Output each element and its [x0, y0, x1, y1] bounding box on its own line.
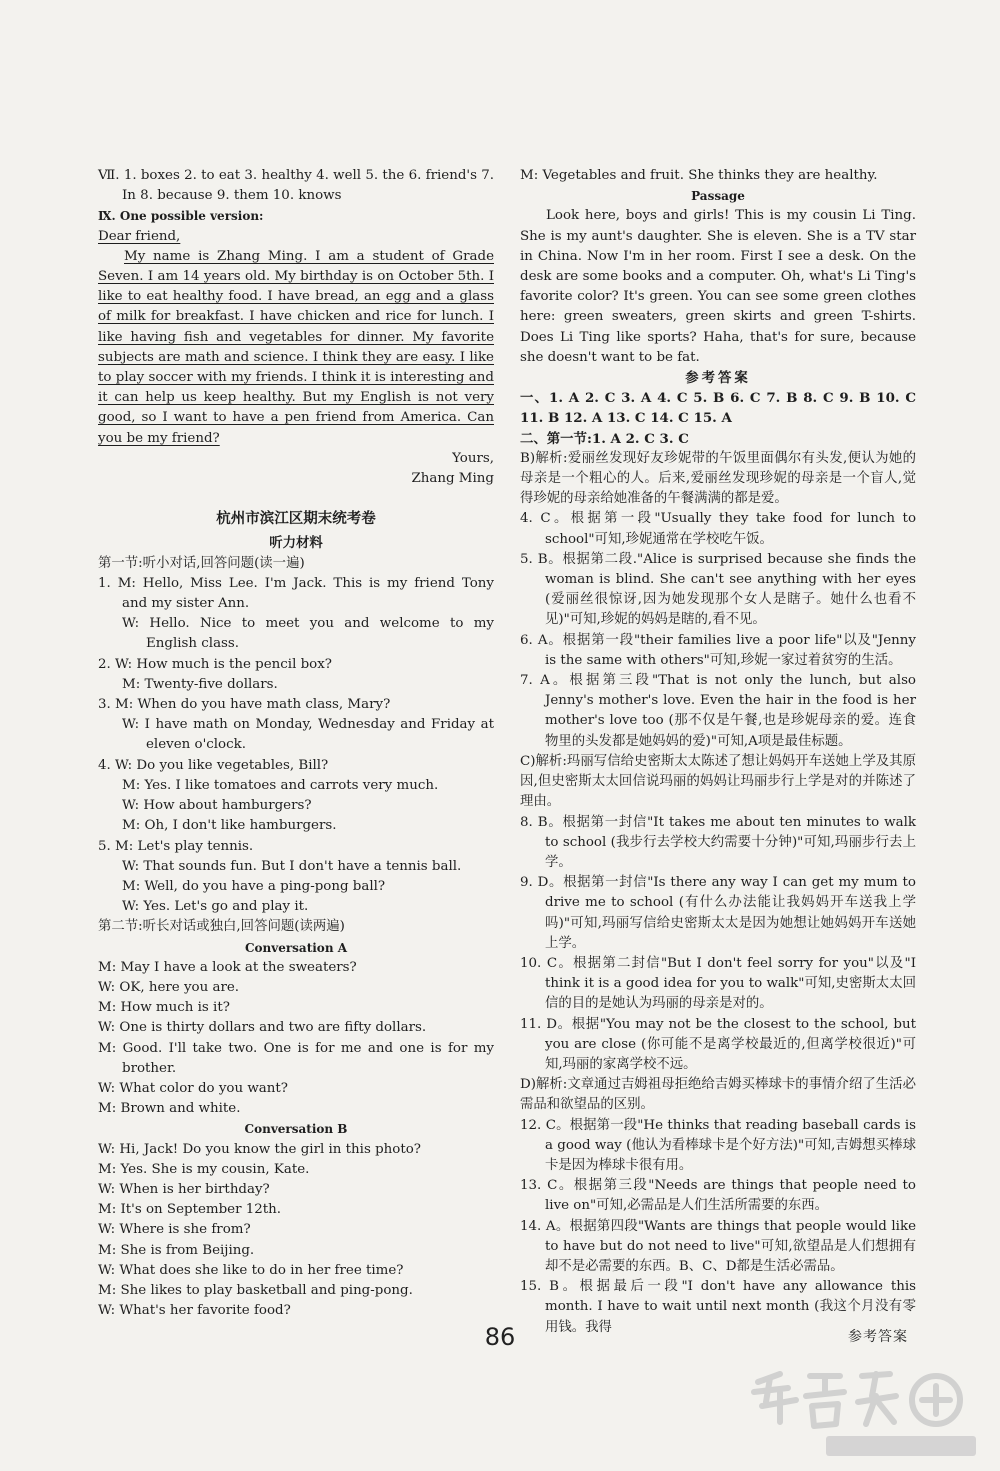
explanation-item: 15. B。根据最后一段"I don't have any allowance this month. I have to wait until next month (我这个月没有零用钱。我得 [520, 1279, 916, 1335]
explanation-item: 5. B。根据第二段."Alice is surprised because she finds the woman is blind. She can't see anything with her eyes (爱丽丝很惊讶,因为她发现那个女人是瞎子。她什么也看不见)"可知,珍妮的妈妈是瞎的,看不见。 [520, 551, 916, 628]
dialog-4 [98, 756, 494, 837]
dialog-number: 3. [98, 697, 111, 713]
dialog-number: 2. [98, 656, 111, 672]
page-number: 86 [484, 1323, 516, 1351]
dialog-line: W: What color do you want? [98, 1080, 288, 1096]
dialog-line: M: Yes. She is my cousin, Kate. [98, 1161, 310, 1177]
explanations [520, 449, 916, 1338]
dialog-line: W: I have math on Monday, Wednesday and Friday at eleven o'clock. [122, 717, 494, 753]
dialog-line: M: Yes. I like tomatoes and carrots very much. [122, 777, 439, 793]
letter-greeting: Dear friend, [98, 228, 181, 244]
dialog-line: W: OK, here you are. [98, 979, 240, 995]
conversation-a-title: Conversation A [244, 940, 348, 955]
dialog-line: W: Hello. Nice to meet you and welcome to my English class. [122, 616, 494, 652]
exam-title: 杭州市滨江区期末统考卷 [216, 510, 376, 528]
explanation-paragraph: D)解析:文章通过吉姆祖母拒绝给吉姆买棒球卡的事情介绍了生活必需品和欲望品的区别。 [520, 1077, 916, 1113]
section-label: 参考答案 [848, 1329, 908, 1345]
explanation-item: 13. C。根据第三段"Needs are things that people need to live on"可知,必需品是人们生活所需要的东西。 [520, 1178, 916, 1214]
dialog-line: W: When is her birthday? [98, 1181, 270, 1197]
dialog-line: W: Do you like vegetables, Bill? [115, 757, 329, 773]
letter-signature: Zhang Ming [411, 471, 494, 487]
explanation-item: 11. D。根据"You may not be the closest to the school, but you are close (你可能不是离学校最近的,但离学校很近)"可知,玛丽的家离学校不远。 [520, 1016, 916, 1072]
dialog-line: W: How much is the pencil box? [115, 656, 332, 672]
dialog-line: M: She is from Beijing. [98, 1242, 255, 1258]
dialog-line: M: May I have a look at the sweaters? [98, 959, 357, 975]
explanation-paragraph: C)解析:玛丽写信给史密斯太太陈述了想让妈妈开车送她上学及其原因,但史密斯太太回信说玛丽的妈妈让玛丽步行上学是对的并陈述了理由。 [520, 753, 916, 810]
dialog-line: W: Yes. Let's go and play it. [122, 899, 309, 915]
section-9-heading: Ⅸ. One possible version: [98, 209, 264, 224]
dialog-line: M: It's on September 12th. [98, 1202, 282, 1218]
dialog-line: M: Twenty-five dollars. [122, 676, 278, 692]
letter-closing: Yours, [452, 450, 494, 466]
dialog-line: M: Vegetables and fruit. She thinks they are healthy. [520, 168, 878, 183]
dialog-line: M: Hello, Miss Lee. I'm Jack. This is my friend Tony and my sister Ann. [117, 575, 494, 612]
dialog-number: 5. [98, 838, 111, 854]
answers-part-2: 二、第一节:1. A 2. C 3. C [520, 430, 689, 447]
passage-title: Passage [691, 189, 745, 204]
dialog-number: 1. [98, 575, 111, 591]
explanation-item: 12. C。根据第一段"He thinks that reading baseball cards is a good way (他认为看棒球卡是个好方法)"可知,吉姆想买棒球卡是因为棒球卡很有用。 [520, 1117, 916, 1173]
dialog-line: M: Well, do you have a ping-pong ball? [122, 878, 386, 894]
explanation-item: 4. C。根据第一段"Usually they take food for lunch to school"可知,珍妮通常在学校吃午饭。 [520, 511, 916, 547]
dialog-line: W: Hi, Jack! Do you know the girl in this photo? [98, 1141, 421, 1157]
right-column [520, 166, 916, 1338]
dialog-line: M: Oh, I don't like hamburgers. [122, 818, 337, 834]
dialog-line: W: That sounds fun. But I don't have a tennis ball. [122, 858, 462, 874]
passage-text: Look here, boys and girls! This is my cousin Li Ting. She is my aunt's daughter. She is eleven. She is a TV star in China. Now I'm in her room. First I see a desk. On the desk are some books and a computer. Oh, what's Li Ting's favorite color? It's green. You can see some green clothes here: green sweaters, green skirts and green T-shirts. Does Li Ting like sports? Haha, that's for sure, because she doesn't want to be fat. [520, 208, 916, 365]
explanation-item: 8. B。根据第一封信"It takes me about ten minutes to walk to school (我步行去学校大约需要十分钟)"可知,玛丽步行去上学。 [520, 814, 916, 870]
explanation-item: 6. A。根据第一段"their families live a poor life"以及"Jenny is the same with others"可知,珍妮一家过着贫穷的生活。 [520, 632, 916, 668]
dialog-line: M: Good. I'll take two. One is for me and one is for my brother. [98, 1040, 494, 1076]
dialog-line: W: Where is she from? [98, 1222, 251, 1238]
explanation-item: 9. D。根据第一封信"Is there any way I can get my mum to drive me to school (有什么办法能让我妈妈开车送我上学吗)"可知,玛丽写信给史密斯太太是因为她想让她妈妈开车送她上学。 [520, 875, 916, 951]
short-dialogs [98, 574, 494, 917]
answers-title: 参考答案 [685, 370, 751, 387]
dialog-line: W: What does she like to do in her free time? [98, 1262, 404, 1278]
dialog-line: W: What's her favorite food? [98, 1303, 291, 1319]
dialog-1 [98, 574, 494, 655]
watermark-logo-icon [740, 1362, 980, 1462]
section-7-answers: Ⅶ. 1. boxes 2. to eat 3. healthy 4. well 5. the 6. friend's 7. In 8. because 9. them 10. knows [98, 168, 494, 204]
dialog-line: M: How much is it? [98, 1000, 230, 1016]
explanation-item: 7. A。根据第三段"That is not only the lunch, but also Jenny's mother's love. Even the hair in the food is her mother's love too (那不仅是午餐,也是珍妮母亲的爱。连食物里的头发都是她妈妈的爱)"可知,A项是最佳标题。 [520, 673, 916, 749]
conversation-b-title: Conversation B [244, 1122, 348, 1137]
dialog-line: M: She likes to play basketball and ping-pong. [98, 1282, 413, 1298]
left-column [98, 166, 494, 1321]
dialog-line: W: How about hamburgers? [122, 798, 312, 814]
dialog-5 [98, 837, 494, 918]
dialog-3 [98, 695, 494, 756]
part-2-heading: 第二节:听长对话或独白,回答问题(读两遍) [98, 919, 345, 935]
dialog-number: 4. [98, 757, 111, 773]
explanation-item: 10. C。根据第二封信"But I don't feel sorry for you"以及"I think it is a good idea for you to walk"可知,史密斯太太回信的目的是她认为玛丽的母亲是对的。 [520, 955, 916, 1012]
dialog-line: M: When do you have math class, Mary? [115, 697, 391, 713]
dialog-line: W: One is thirty dollars and two are fifty dollars. [98, 1020, 427, 1036]
part-1-heading: 第一节:听小对话,回答问题(读一遍) [98, 555, 305, 571]
dialog-line: M: Let's play tennis. [115, 838, 254, 854]
dialog-line: M: Brown and white. [98, 1101, 241, 1117]
explanation-item: 14. A。根据第四段"Wants are things that people would like to have but do not need to live"可知,欲望品是人们想拥有却不是必需要的东西。B、C、D都是生活必需品。 [520, 1218, 916, 1274]
conversation-a [98, 958, 494, 1120]
conversation-b [98, 1140, 494, 1322]
listening-title: 听力材料 [269, 535, 323, 552]
dialog-2 [98, 655, 494, 695]
letter-body: My name is Zhang Ming. I am a student of Grade Seven. I am 14 years old. My birthday is on October 5th. I like to eat healthy food. I have bread, an egg and a glass of milk for breakfast. I have chicken and rice for lunch. I like having fish and vegetables for dinner. My favorite subjects are math and science. I think they are easy. I like to play soccer with my friends. I think it is interesting and it can help us keep healthy. But my English is not very good, so I want to have a pen friend from America. Can you be my friend? [98, 248, 494, 446]
explanation-paragraph: B)解析:爱丽丝发现好友珍妮带的午饭里面偶尔有头发,便认为她的母亲是一个粗心的人。后来,爱丽丝发现珍妮的母亲是一个盲人,觉得珍妮的母亲给她准备的午餐满满的都是爱。 [520, 450, 916, 507]
answers-part-1: 一、1. A 2. C 3. A 4. C 5. B 6. C 7. B 8. C 9. B 10. C 11. B 12. A 13. C 14. C 15. A [520, 390, 916, 427]
